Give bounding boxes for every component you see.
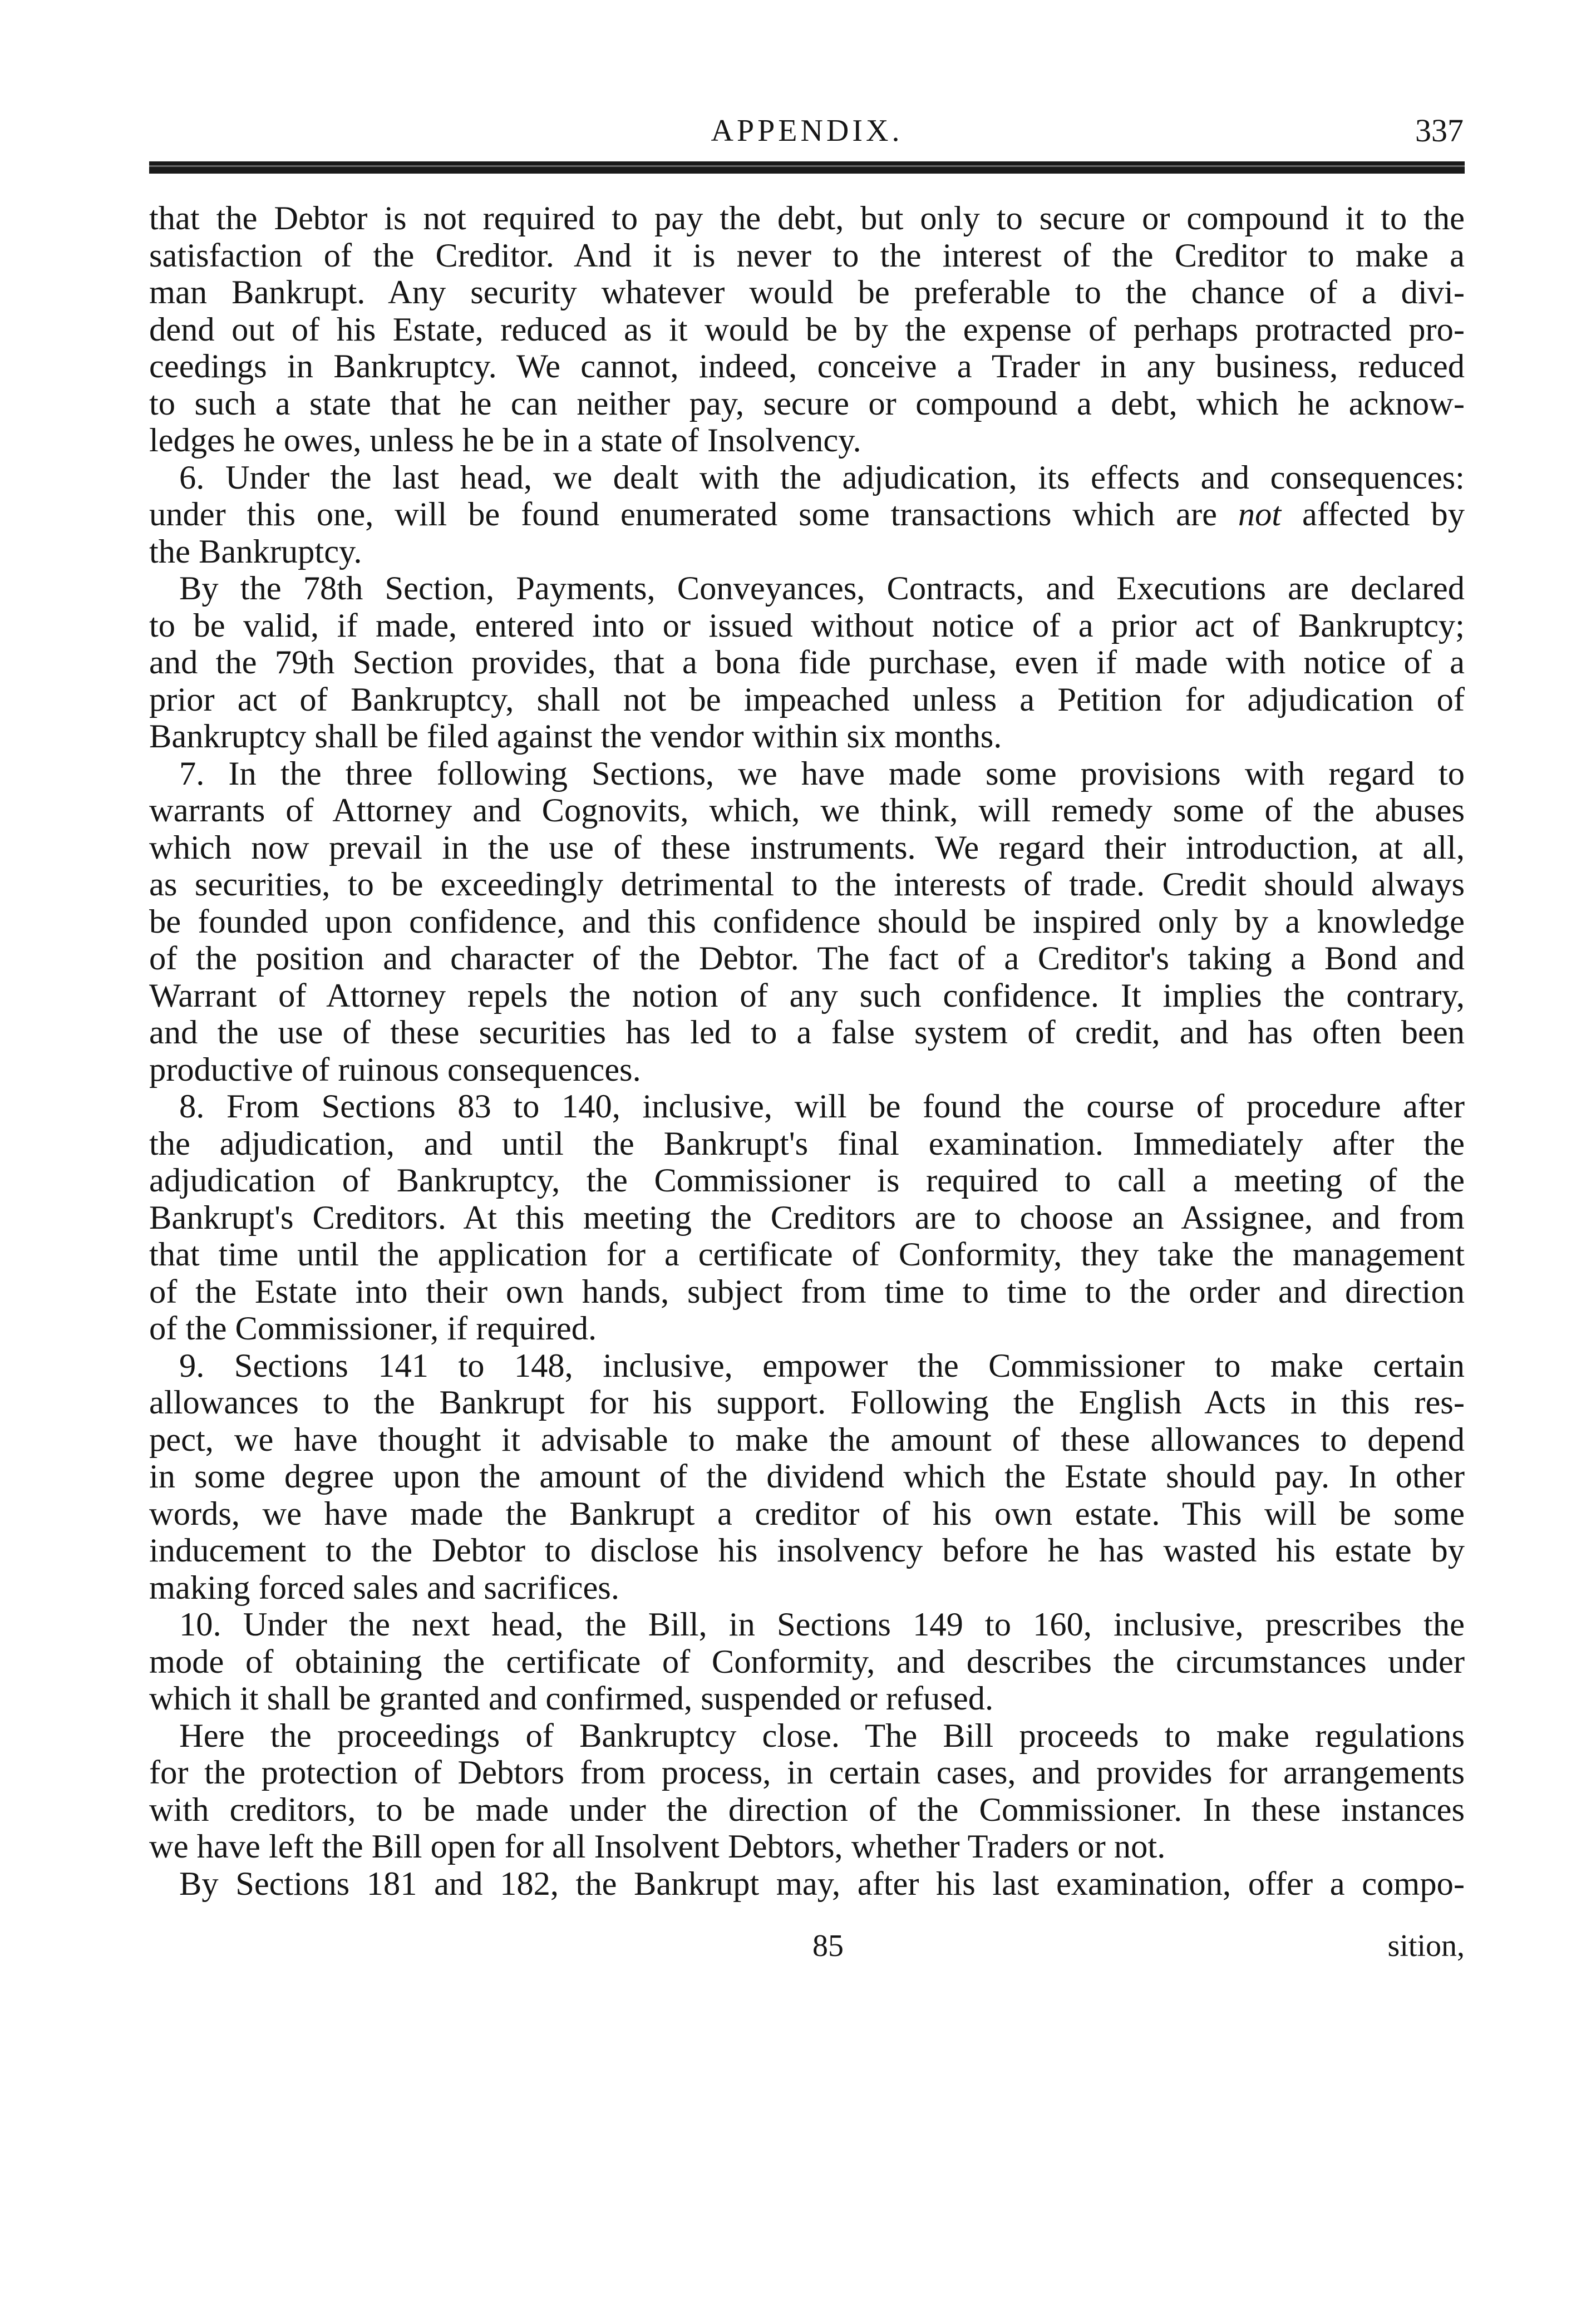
text-line: By Sections 181 and 182, the Bankrupt may, after his last examination, offer a compo- xyxy=(179,1865,1465,1903)
text-line: which now prevail in the use of these instruments. We regard their introduction, at all, xyxy=(149,829,1465,866)
text-line: which it shall be granted and confirmed, suspended or refused. xyxy=(149,1680,994,1717)
text-line: ceedings in Bankruptcy. We cannot, indeed, conceive a Trader in any business, reduced xyxy=(149,348,1465,385)
text-line: with creditors, to be made under the direction of the Commissioner. In these instances xyxy=(149,1791,1465,1829)
text-line: that time until the application for a certificate of Conformity, they take the management xyxy=(149,1236,1465,1273)
text-line: 6. Under the last head, we dealt with the adjudication, its effects and consequences: xyxy=(179,459,1465,496)
text-line: pect, we have thought it advisable to make the amount of these allowances to depend xyxy=(149,1421,1465,1459)
text-line: that the Debtor is not required to pay the debt, but only to secure or compound it to the xyxy=(149,200,1465,237)
text-line: to such a state that he can neither pay, secure or compound a debt, which he acknow- xyxy=(149,385,1465,422)
text-line: to be valid, if made, entered into or issued without notice of a prior act of Bankruptcy; xyxy=(149,607,1465,644)
text-line: productive of ruinous consequences. xyxy=(149,1051,641,1088)
text-line: and the 79th Section provides, that a bona fide purchase, even if made with notice of a xyxy=(149,644,1465,681)
text-line: making forced sales and sacrifices. xyxy=(149,1569,619,1607)
text-line: 7. In the three following Sections, we have made some provisions with regard to xyxy=(179,755,1465,792)
signature-mark: 85 xyxy=(812,1929,844,1963)
page-header xyxy=(150,111,1464,150)
text-line: Bankrupt's Creditors. At this meeting the Creditors are to choose an Assignee, and from xyxy=(149,1199,1465,1236)
text-line: in some degree upon the amount of the dividend which the Estate should pay. In other xyxy=(149,1458,1465,1495)
text-line: allowances to the Bankrupt for his support. Following the English Acts in this res- xyxy=(149,1384,1465,1421)
text-line: By the 78th Section, Payments, Conveyances, Contracts, and Executions are declared xyxy=(179,570,1465,607)
text-line: be founded upon confidence, and this confidence should be inspired only by a knowledge xyxy=(149,903,1465,940)
page-number: 337 xyxy=(1415,112,1464,149)
catchword: sition, xyxy=(1387,1929,1465,1963)
text-line: man Bankrupt. Any security whatever would be preferable to the chance of a divi- xyxy=(149,274,1465,311)
text-line: we have left the Bill open for all Insolvent Debtors, whether Traders or not. xyxy=(149,1828,1166,1865)
text-line: and the use of these securities has led to a false system of credit, and has often been xyxy=(149,1014,1465,1051)
text-line: of the Commissioner, if required. xyxy=(149,1310,597,1347)
text-line: ledges he owes, unless he be in a state of Insolvency. xyxy=(149,422,861,459)
text-line: the adjudication, and until the Bankrupt's final examination. Immediately after the xyxy=(149,1125,1465,1162)
text-line: 9. Sections 141 to 148, inclusive, empower the Commissioner to make certain xyxy=(179,1347,1465,1384)
text-line: Warrant of Attorney repels the notion of any such confidence. It implies the contrary, xyxy=(149,977,1465,1014)
body-text xyxy=(149,200,1465,1903)
text-line: 8. From Sections 83 to 140, inclusive, will be found the course of procedure after xyxy=(179,1088,1465,1125)
text-line: satisfaction of the Creditor. And it is never to the interest of the Creditor to make a xyxy=(149,236,1465,274)
text-line: words, we have made the Bankrupt a creditor of his own estate. This will be some xyxy=(149,1495,1465,1533)
text-line: mode of obtaining the certificate of Conformity, and describes the circumstances under xyxy=(149,1643,1465,1681)
text-line: the Bankruptcy. xyxy=(149,533,362,570)
text-line: under this one, will be found enumerated some transactions which are not affected by xyxy=(149,496,1465,533)
text-line: adjudication of Bankruptcy, the Commissioner is required to call a meeting of the xyxy=(149,1162,1465,1199)
text-line: inducement to the Debtor to disclose his insolvency before he has wasted his estate by xyxy=(149,1532,1465,1569)
page-footer xyxy=(149,1926,1465,1965)
text-line: Bankruptcy shall be filed against the vendor within six months. xyxy=(149,718,1002,755)
header-rule xyxy=(149,161,1465,174)
text-line: 10. Under the next head, the Bill, in Sections 149 to 160, inclusive, prescribes the xyxy=(179,1606,1465,1643)
text-line: dend out of his Estate, reduced as it would be by the expense of perhaps protracted pro- xyxy=(149,311,1465,348)
text-line: warrants of Attorney and Cognovits, which, we think, will remedy some of the abuses xyxy=(149,792,1465,829)
text-line: prior act of Bankruptcy, shall not be impeached unless a Petition for adjudication of xyxy=(149,681,1465,718)
text-line: of the Estate into their own hands, subject from time to time to the order and direction xyxy=(149,1273,1465,1310)
text-line: as securities, to be exceedingly detrimental to the interests of trade. Credit should always xyxy=(149,866,1465,903)
running-head: APPENDIX. xyxy=(711,114,903,148)
text-line: Here the proceedings of Bankruptcy close. The Bill proceeds to make regulations xyxy=(179,1717,1465,1755)
text-line: of the position and character of the Debtor. The fact of a Creditor's taking a Bond and xyxy=(149,940,1465,977)
text-line: for the protection of Debtors from process, in certain cases, and provides for arrangements xyxy=(149,1754,1465,1791)
